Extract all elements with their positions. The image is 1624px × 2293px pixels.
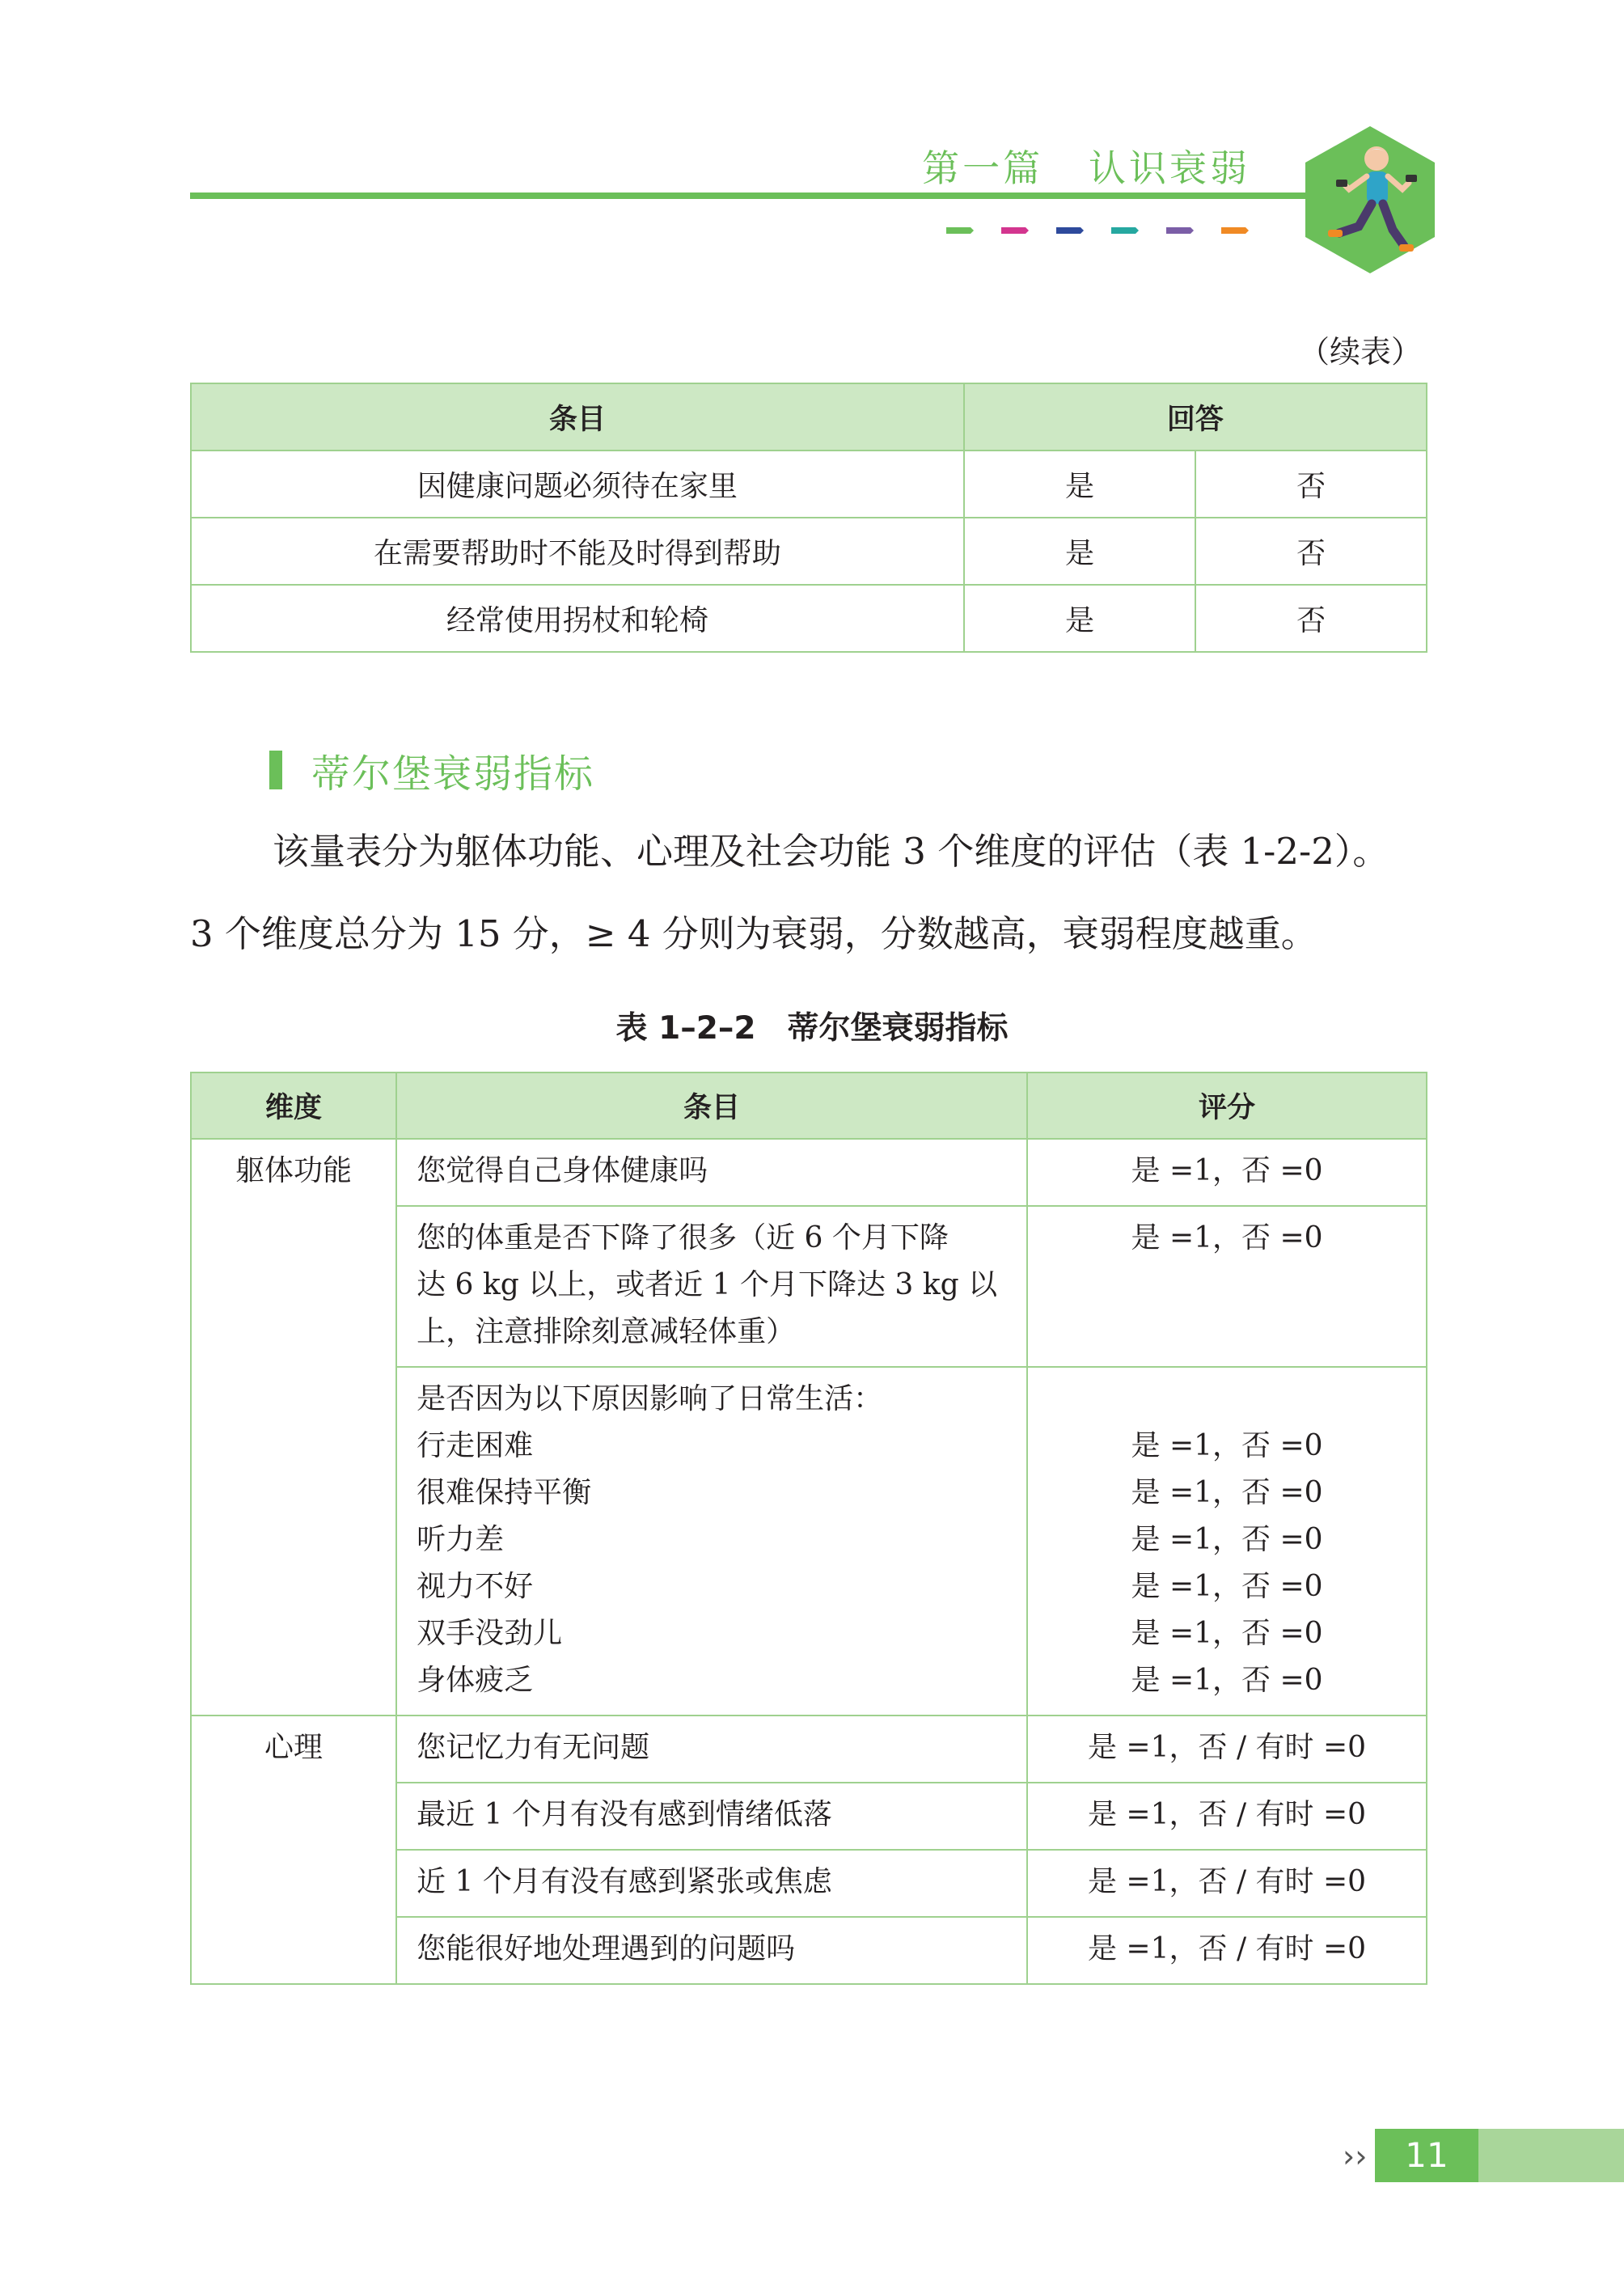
yes-cell: 是 xyxy=(964,518,1196,585)
header-dimension: 维度 xyxy=(191,1072,396,1139)
score-spacer xyxy=(1028,1376,1426,1423)
score-cell: 是 =1，否 / 有时 =0 xyxy=(1027,1716,1427,1783)
body-paragraph-2: 3 个维度总分为 15 分，≥ 4 分则为衰弱，分数越高，衰弱程度越重。 xyxy=(190,912,1317,955)
header-item: 条目 xyxy=(396,1072,1027,1139)
item-line: 上，注意排除刻意减轻体重） xyxy=(417,1315,796,1348)
item-line: 听力差 xyxy=(417,1523,505,1556)
no-cell: 否 xyxy=(1195,518,1427,585)
score-cell: 是 =1，否 =0 xyxy=(1027,1139,1427,1206)
header-score: 评分 xyxy=(1027,1072,1427,1139)
item-cell xyxy=(396,1206,1027,1367)
dash-green xyxy=(946,227,974,234)
continued-note: （续表） xyxy=(1298,334,1422,370)
item-cell: 您觉得自己身体健康吗 xyxy=(396,1139,1027,1206)
section-marker xyxy=(269,751,282,789)
score-line: 是 =1，否 =0 xyxy=(1131,1664,1323,1697)
item-cell: 近 1 个月有没有感到紧张或焦虑 xyxy=(396,1850,1027,1917)
section-title: 蒂尔堡衰弱指标 xyxy=(311,751,595,797)
item-intro: 是否因为以下原因影响了日常生活： xyxy=(417,1382,883,1415)
yes-cell: 是 xyxy=(964,451,1196,518)
continued-table xyxy=(190,383,1427,653)
table-header-row xyxy=(191,1072,1427,1139)
score-line: 是 =1，否 =0 xyxy=(1131,1429,1323,1462)
item-line: 行走困难 xyxy=(417,1429,534,1462)
chapter-name: 认识衰弱 xyxy=(1089,146,1250,190)
dash-orange xyxy=(1221,227,1249,234)
item-line: 双手没劲儿 xyxy=(417,1617,563,1650)
dash-purple xyxy=(1166,227,1194,234)
score-line: 是 =1，否 =0 xyxy=(1131,1570,1323,1603)
score-line: 是 =1，否 =0 xyxy=(1131,1617,1323,1650)
item-cell: 经常使用拐杖和轮椅 xyxy=(191,585,964,652)
dash-teal xyxy=(1111,227,1139,234)
score-line: 是 =1，否 =0 xyxy=(1131,1523,1323,1556)
table-header-row xyxy=(191,383,1427,451)
table-row xyxy=(191,1716,1427,1783)
dash-magenta xyxy=(1001,227,1029,234)
no-cell: 否 xyxy=(1195,585,1427,652)
score-cell: 是 =1，否 / 有时 =0 xyxy=(1027,1783,1427,1850)
dimension-physical: 躯体功能 xyxy=(191,1139,396,1716)
page-arrow-icon: ›› xyxy=(1343,2139,1368,2174)
item-line: 很难保持平衡 xyxy=(417,1476,592,1509)
page-number: 11 xyxy=(1375,2129,1478,2182)
part-label: 第一篇 xyxy=(922,146,1044,190)
item-line: 身体疲乏 xyxy=(417,1664,534,1697)
dash-navy xyxy=(1056,227,1084,234)
footer-strip xyxy=(1478,2129,1624,2182)
header-item: 条目 xyxy=(191,383,964,451)
item-cell: 因健康问题必须待在家里 xyxy=(191,451,964,518)
yes-cell: 是 xyxy=(964,585,1196,652)
header-dashes xyxy=(946,225,1254,236)
score-cell: 是 =1，否 =0 xyxy=(1027,1206,1427,1367)
chapter-title xyxy=(922,139,1250,192)
score-cell: 是 =1，否 / 有时 =0 xyxy=(1027,1850,1427,1917)
item-line: 视力不好 xyxy=(417,1570,534,1603)
item-cell: 最近 1 个月有没有感到情绪低落 xyxy=(396,1783,1027,1850)
table-caption: 表 1–2–2 蒂尔堡衰弱指标 xyxy=(615,1010,1009,1047)
header-answer: 回答 xyxy=(964,383,1427,451)
body-paragraph-1: 该量表分为躯体功能、心理及社会功能 3 个维度的评估（表 1-2-2）。 xyxy=(273,830,1389,873)
score-cell: 是 =1，否 / 有时 =0 xyxy=(1027,1917,1427,1984)
no-cell: 否 xyxy=(1195,451,1427,518)
dimension-psychological: 心理 xyxy=(191,1716,396,1984)
score-line: 是 =1，否 =0 xyxy=(1131,1476,1323,1509)
table-row xyxy=(191,451,1427,518)
table-row xyxy=(191,585,1427,652)
item-cell: 您能很好地处理遇到的问题吗 xyxy=(396,1917,1027,1984)
item-cell: 在需要帮助时不能及时得到帮助 xyxy=(191,518,964,585)
score-cell xyxy=(1027,1367,1427,1716)
header-rule xyxy=(190,192,1318,199)
item-cell xyxy=(396,1367,1027,1716)
table-row xyxy=(191,518,1427,585)
item-line: 您的体重是否下降了很多（近 6 个月下降 xyxy=(417,1221,949,1254)
item-cell: 您记忆力有无问题 xyxy=(396,1716,1027,1783)
tilburg-frailty-table xyxy=(190,1072,1427,1985)
table-row xyxy=(191,1139,1427,1206)
runner-logo-icon xyxy=(1302,123,1438,277)
item-line: 达 6 kg 以上，或者近 1 个月下降达 3 kg 以 xyxy=(417,1268,998,1301)
